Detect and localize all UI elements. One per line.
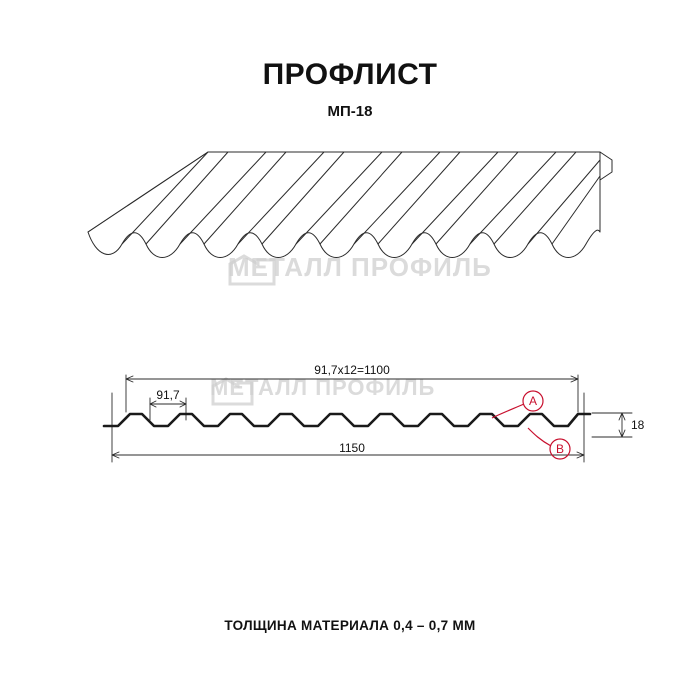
dim-height: 18 (631, 418, 645, 432)
watermark-text-2: МЕТАЛЛ ПРОФИЛЬ (210, 375, 436, 400)
page-title: ПРОФЛИСТ (262, 58, 438, 91)
watermark-text: МЕТАЛЛ ПРОФИЛЬ (228, 252, 492, 282)
dim-working-width: 91,7х12=1100 (314, 363, 390, 377)
dim-total-width: 1150 (339, 441, 365, 455)
material-thickness-note: ТОЛЩИНА МАТЕРИАЛА 0,4 – 0,7 ММ (224, 618, 476, 633)
callout-label-a: A (528, 394, 538, 408)
product-model: МП-18 (327, 103, 373, 120)
dim-pitch: 91,7 (156, 388, 180, 402)
callout-label-b: B (555, 442, 565, 456)
